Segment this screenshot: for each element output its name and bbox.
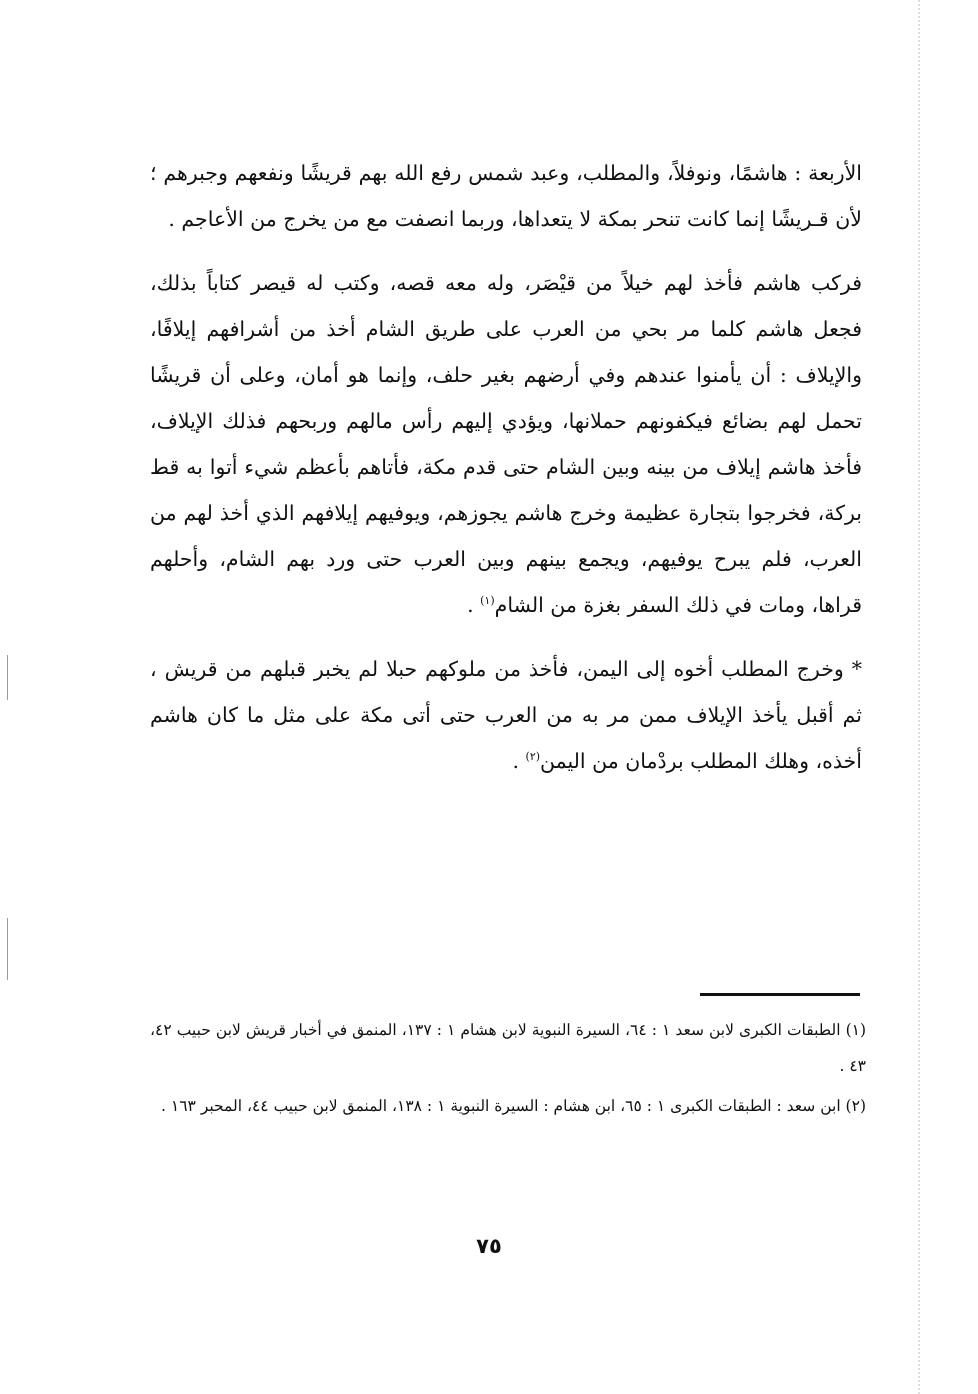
page-number: ٧٥ (476, 1234, 502, 1258)
scan-gutter-mark (7, 918, 8, 980)
paragraph-3-text: * وخرج المطلب أخوه إلى اليمن، فأخذ من ملوكهم حبلا لم يخبر قبلهم من قريش ، ثم أقبل يأخذ الإيلاف ممن مر به من العرب حتى أتى مكة على مثل ما كان هاشم أخذه، وهلك المطلب بردْمان من اليمن (150, 657, 862, 773)
paragraph-2 (150, 260, 862, 628)
paragraph-3 (150, 646, 862, 784)
scan-gutter-mark (7, 655, 8, 700)
paragraph-1-text: الأربعة : هاشمًا، ونوفلاً، والمطلب، وعبد شمس رفع الله بهم قريشًا ونفعهم وجبرهم ؛ لأن قـريشًا إنما كانت تنحر بمكة لا يتعداها، وربما انصفت مع من يخرج من الأعاجم . (150, 161, 862, 231)
footnotes (150, 1012, 866, 1128)
footnote-1: (١) الطبقات الكبرى لابن سعد ١ : ٦٤، السيرة النبوية لابن هشام ١ : ١٣٧، المنمق في أخبار قريش لابن حبيب ٤٢، ٤٣ . (150, 1021, 867, 1075)
footnote-ref-1: (١) (480, 594, 495, 608)
scan-edge-artifact (918, 0, 920, 1394)
footnote-2: (٢) ابن سعد : الطبقات الكبرى ١ : ٦٥، ابن هشام : السيرة النبوية ١ : ١٣٨، المنمق لابن حبيب ٤٤، المحبر ١٦٣ . (161, 1097, 866, 1115)
footnote-ref-2: (٢) (525, 750, 541, 764)
paragraph-2-end: . (467, 593, 481, 617)
paragraph-1 (150, 150, 862, 242)
footnote-separator (700, 993, 860, 996)
main-text (150, 150, 862, 802)
paragraph-3-end: . (512, 749, 526, 773)
paragraph-2-text: فركب هاشم فأخذ لهم خيلاً من قيْصَر، وله معه قصه، وكتب له قيصر كتاباً بذلك، فجعل هاشم كلما مر بحي من العرب على طريق الشام أخذ من أشرافهم إيلافًا، والإيلاف : أن يأمنوا عندهم وفي أرضهم بغير حلف، وإنما هو أمان، وعلى أن قريشًا تحمل لهم بضائع فيكفونهم حملانها، ويؤدي إليهم رأس مالهم وربحهم فذلك الإيلاف، فأخذ هاشم إيلاف من بينه وبين الشام حتى قدم مكة، فأتاهم بأعظم شيء أتوا به قط بركة، فخرجوا بتجارة عظيمة وخرج هاشم يجوزهم، ويوفيهم إيلافهم الذي أخذ لهم من العرب، فلم يبرح يوفيهم، ويجمع بينهم وبين العرب حتى ورد بهم الشام، وأحلهم قراها، ومات في ذلك السفر بغزة من الشام (150, 271, 862, 617)
